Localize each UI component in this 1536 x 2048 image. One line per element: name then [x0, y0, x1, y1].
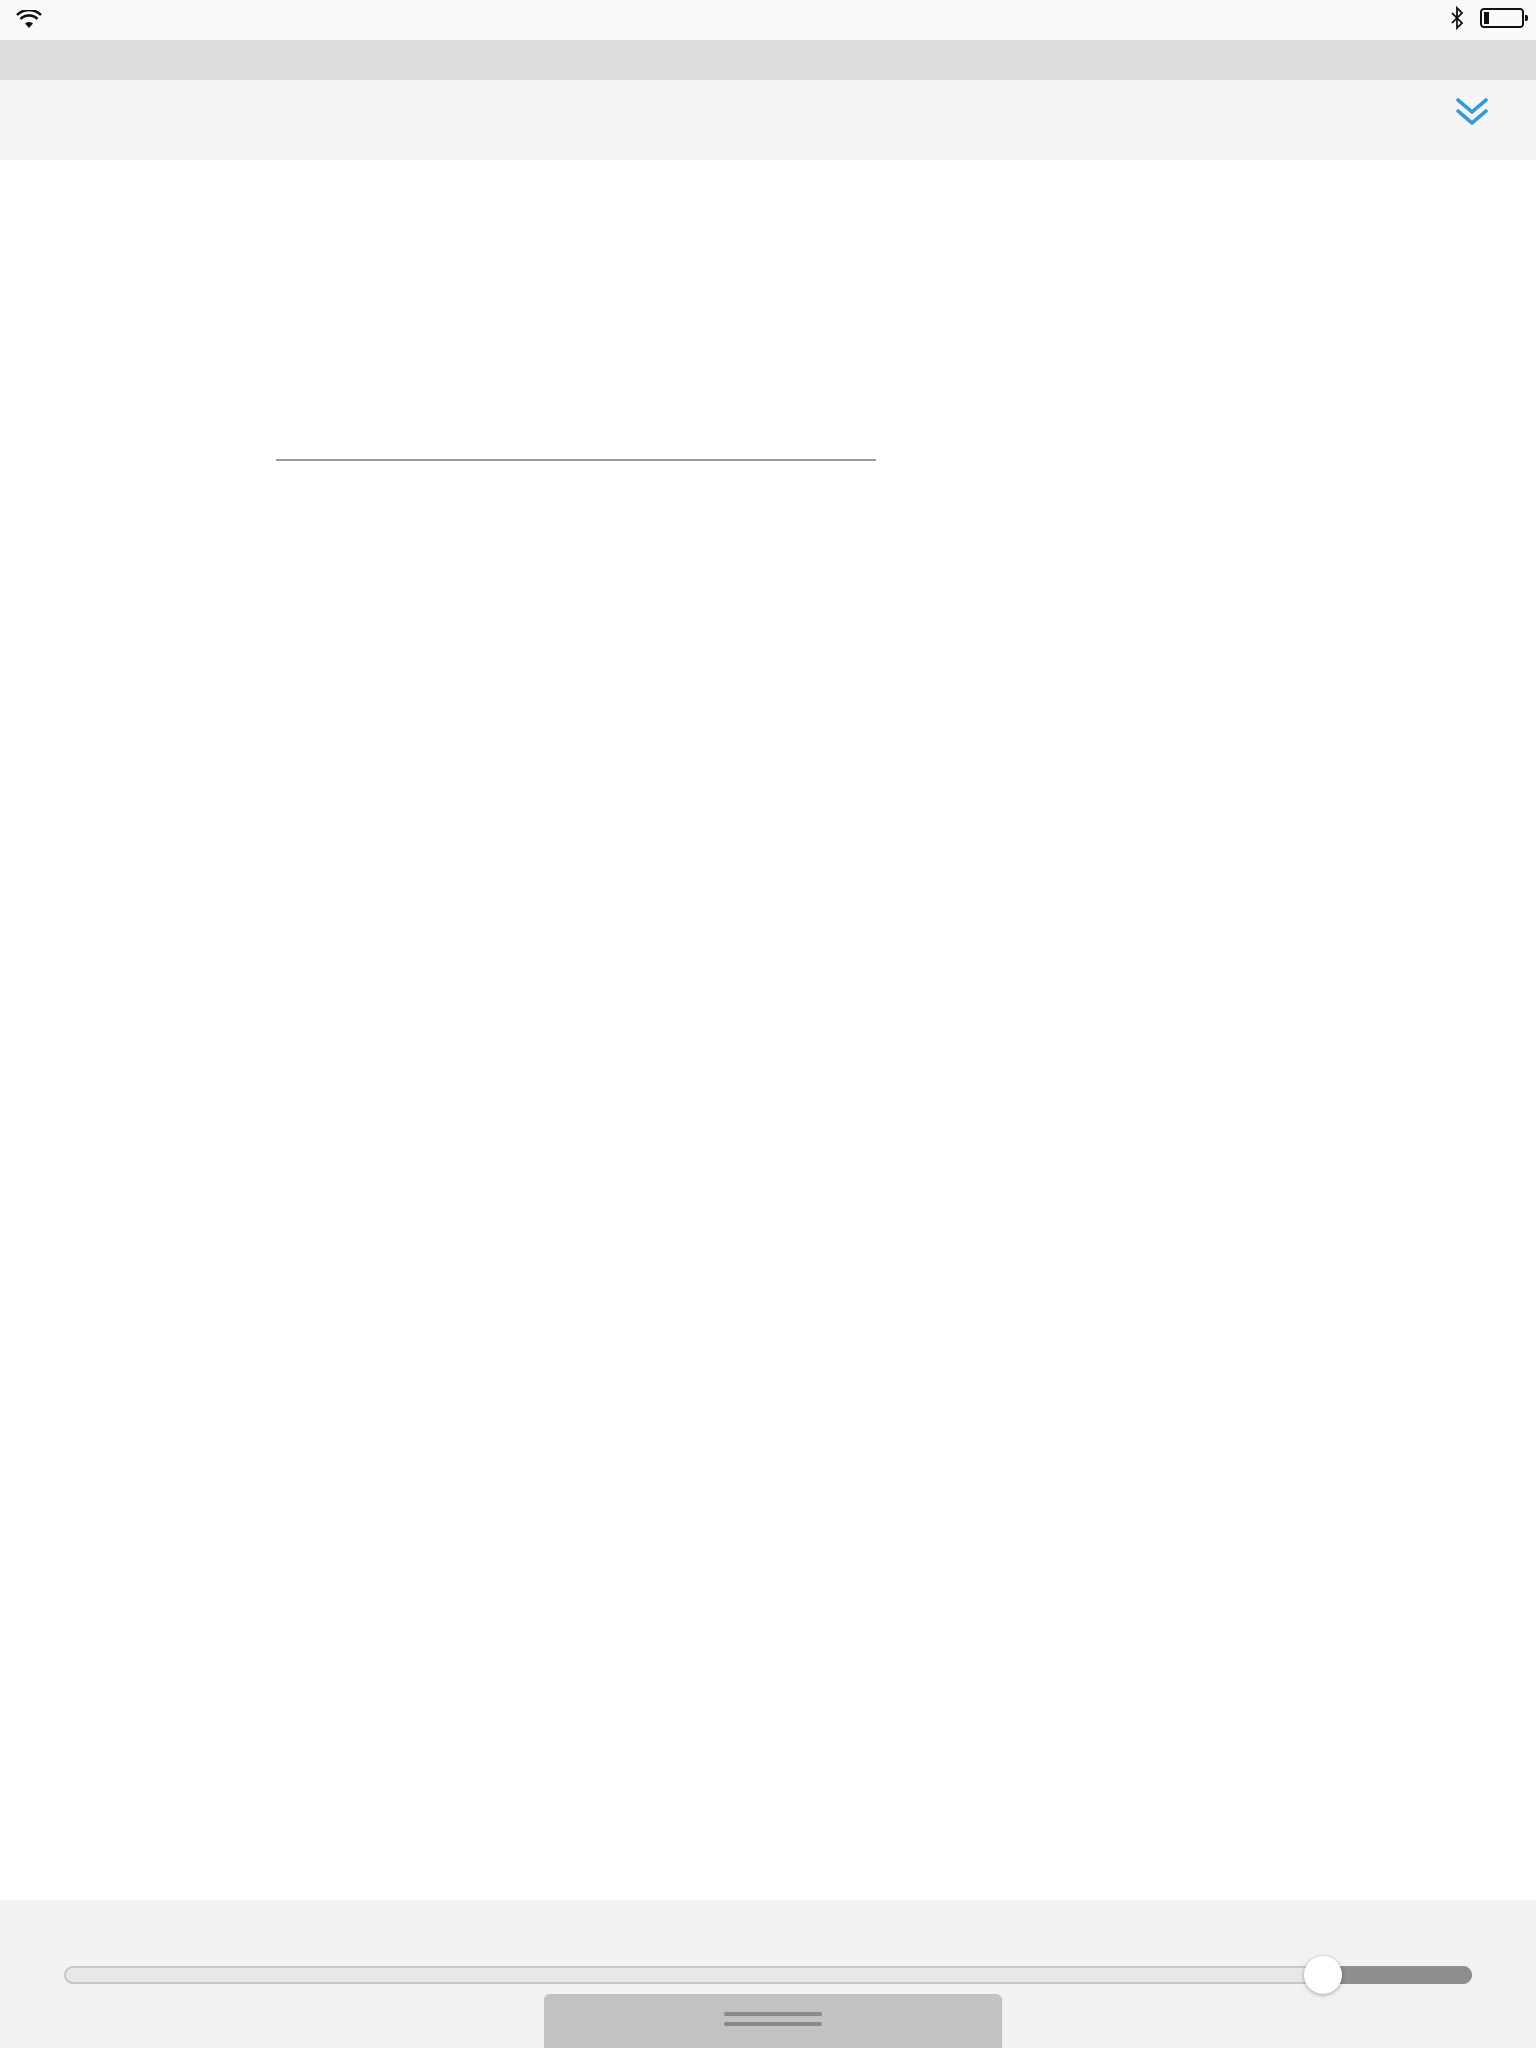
page-slider-fill — [1324, 1966, 1472, 1984]
footnote-1 — [276, 476, 1306, 482]
double-chevron-down-icon — [1454, 96, 1490, 128]
grip-line-icon — [724, 2012, 822, 2016]
page-slider-track[interactable] — [64, 1966, 1472, 1984]
status-right — [1450, 6, 1524, 30]
grip-line-icon — [724, 2022, 822, 2026]
status-bar — [0, 0, 1536, 40]
toolbar — [0, 80, 1536, 160]
carrier-label — [12, 6, 42, 34]
wifi-icon — [16, 10, 42, 30]
page-navigation — [0, 1900, 1536, 2048]
tab-gray[interactable] — [0, 40, 159, 80]
tab-red[interactable] — [159, 40, 318, 80]
page-slider-thumb[interactable] — [1304, 1956, 1342, 1994]
document-page — [0, 160, 1536, 1900]
tab-orange[interactable] — [318, 40, 477, 80]
bottom-drawer-handle[interactable] — [544, 1994, 1002, 2048]
color-tab-strip — [0, 40, 1536, 80]
collapse-toolbar-button[interactable] — [1448, 88, 1496, 136]
footnote-divider — [276, 459, 876, 461]
bluetooth-icon — [1450, 6, 1464, 30]
battery-icon — [1480, 8, 1524, 28]
